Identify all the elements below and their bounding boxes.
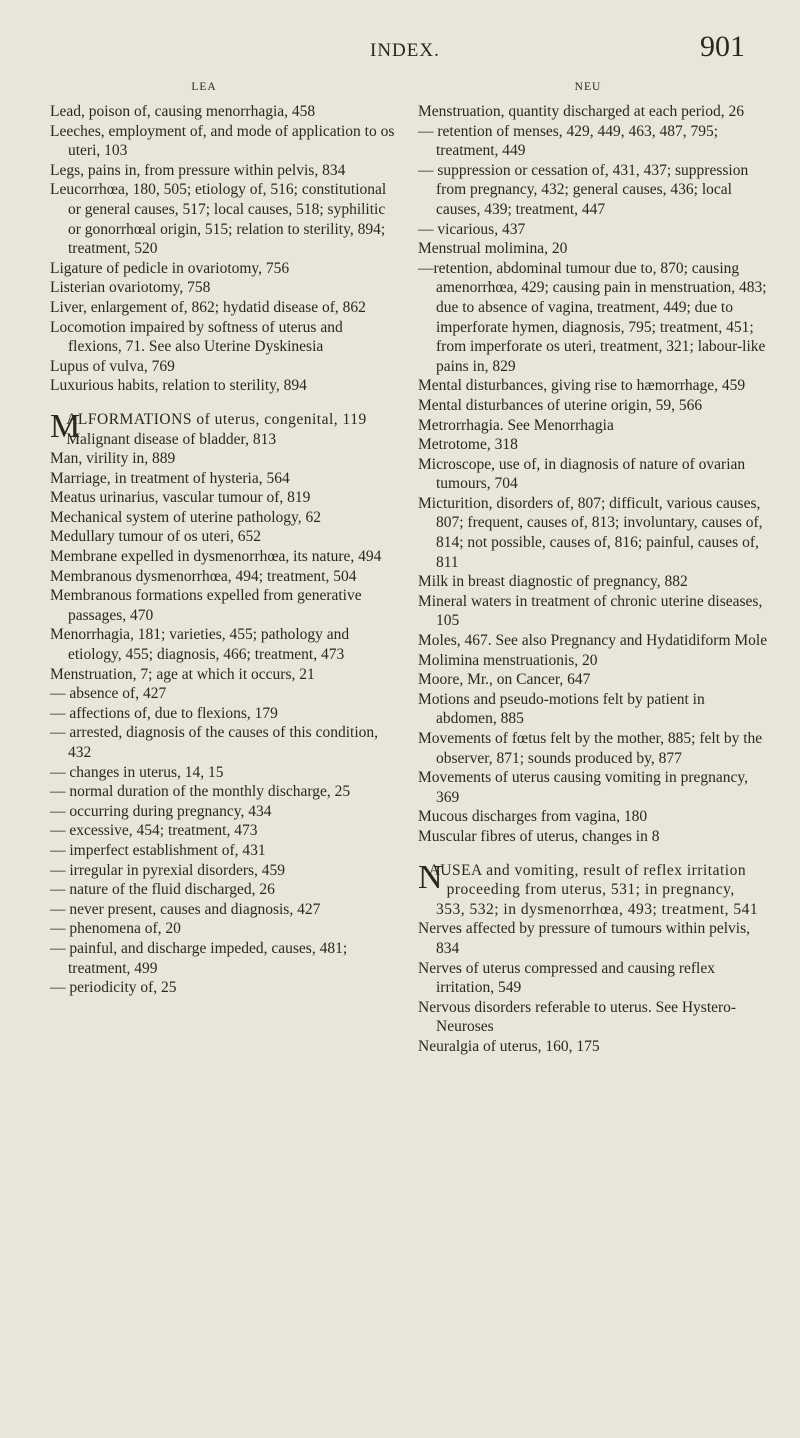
index-entry: Movements of uterus causing vomiting in pregnancy, 369 — [418, 769, 749, 806]
running-head — [0, 30, 800, 70]
index-entry: — imperfect establishment of, 431 — [50, 841, 266, 859]
index-entry: Nervous disorders referable to uterus. See Hystero-Neuroses — [418, 998, 737, 1036]
right-column — [418, 78, 768, 1057]
index-entry: — periodicity of, 25 — [50, 979, 177, 997]
index-entry: — excessive, 454; treatment, 473 — [50, 822, 258, 840]
index-entry: Menstruation, 7; age at which it occurs, 21 — [50, 665, 315, 683]
section-m-first-entry: ALFORMATIONS of uterus, congenital, 119 — [66, 410, 367, 428]
index-entry: Moore, Mr., on Cancer, 647 — [418, 671, 591, 689]
right-entries-n — [418, 919, 768, 1056]
index-entry: Membrane expelled in dysmenorrhœa, its nature, 494 — [50, 548, 382, 566]
index-entry: — suppression or cessation of, 431, 437; suppression from pregnancy, 432; general causes, 436; local causes, 439; treatment, 447 — [418, 161, 749, 218]
section-n — [418, 858, 768, 920]
index-entry: Metrorrhagia. See Menorrhagia — [418, 416, 614, 434]
index-entry: — normal duration of the monthly discharge, 25 — [50, 783, 351, 801]
dropcap-n: N — [418, 858, 443, 896]
left-column — [50, 78, 398, 998]
index-entry: — arrested, diagnosis of the causes of this condition, 432 — [50, 724, 379, 761]
index-entry: Legs, pains in, from pressure within pelvis, 834 — [50, 161, 346, 179]
index-entry: — never present, causes and diagnosis, 427 — [50, 900, 321, 918]
right-entries-m — [418, 102, 768, 847]
index-entry: — vicarious, 437 — [418, 220, 526, 238]
index-entry: Menstruation, quantity discharged at each period, 26 — [418, 103, 744, 120]
index-entry: Mineral waters in treatment of chronic uterine diseases, 105 — [418, 592, 763, 630]
index-entry: Menorrhagia, 181; varieties, 455; pathology and etiology, 455; diagnosis, 466; treatment, 473 — [50, 626, 350, 664]
index-entry: — occurring during pregnancy, 434 — [50, 802, 272, 820]
index-entry: Marriage, in treatment of hysteria, 564 — [50, 469, 290, 487]
index-entry: Motions and pseudo-motions felt by patient in abdomen, 885 — [418, 690, 705, 728]
index-entry: — nature of the fluid discharged, 26 — [50, 881, 275, 899]
index-entry: Moles, 467. See also Pregnancy and Hydatidiform Mole — [418, 632, 768, 650]
index-entry: Listerian ovariotomy, 758 — [50, 279, 211, 297]
index-entry: Malignant disease of bladder, 813 — [66, 430, 277, 448]
index-entry: Milk in breast diagnostic of pregnancy, 882 — [418, 573, 688, 591]
index-entry: Leeches, employment of, and mode of application to os uteri, 103 — [50, 122, 395, 160]
index-entry: Man, virility in, 889 — [50, 450, 176, 468]
index-entry: Muscular fibres of uterus, changes in 8 — [418, 827, 660, 845]
index-entry: — painful, and discharge impeded, causes, 481; treatment, 499 — [50, 939, 348, 977]
left-entries-m — [50, 430, 398, 998]
index-entry: Ligature of pedicle in ovariotomy, 756 — [50, 259, 290, 277]
section-n-first-entry: AUSEA and vomiting, result of reflex irritation proceeding from uterus, 531; in pregnancy, 353, 532; in dysmenorrhœa, 493; treatment, 541 — [428, 861, 759, 918]
index-entry: Mechanical system of uterine pathology, 62 — [50, 508, 322, 526]
index-entry: Lead, poison of, causing menorrhagia, 458 — [50, 103, 316, 120]
index-entry: Locomotion impaired by softness of uterus and flexions, 71. See also Uterine Dyskinesia — [50, 318, 343, 356]
index-entry: Membranous formations expelled from generative passages, 470 — [50, 587, 362, 624]
catchword-right: NEU — [574, 81, 602, 93]
index-entry: Movements of fœtus felt by the mother, 885; felt by the observer, 871; sounds produced by, 877 — [418, 730, 763, 767]
index-entry: Medullary tumour of os uteri, 652 — [50, 528, 261, 546]
index-entry: Metrotome, 318 — [418, 436, 518, 454]
index-entry: Mental disturbances of uterine origin, 59, 566 — [418, 396, 703, 414]
index-entry: — changes in uterus, 14, 15 — [50, 763, 224, 781]
index-entry: Luxurious habits, relation to sterility, 894 — [50, 377, 307, 395]
index-entry: — retention of menses, 429, 449, 463, 487, 795; treatment, 449 — [418, 122, 719, 160]
catchword-left: LEA — [191, 81, 217, 93]
index-entry: Molimina menstruationis, 20 — [418, 651, 598, 669]
index-entry: Neuralgia of uterus, 160, 175 — [418, 1037, 600, 1055]
left-entries-l — [50, 102, 398, 396]
index-entry: Nerves of uterus compressed and causing reflex irritation, 549 — [418, 959, 715, 997]
index-entry: Micturition, disorders of, 807; difficult, various causes, 807; frequent, causes of, 813; involuntary, causes of, 814; not possible, causes of, 816; painful, causes of, 811 — [418, 494, 763, 571]
index-entry: — absence of, 427 — [50, 685, 167, 703]
index-entry: Microscope, use of, in diagnosis of nature of ovarian tumours, 704 — [418, 455, 746, 493]
index-entry: Liver, enlargement of, 862; hydatid disease of, 862 — [50, 298, 366, 316]
index-entry: Mental disturbances, giving rise to hæmorrhage, 459 — [418, 377, 746, 395]
index-entry: Leucorrhœa, 180, 505; etiology of, 516; constitutional or general causes, 517; local causes, 518; syphilitic or gonorrhœal origin, 515; relation to sterility, 894; treatment, 520 — [50, 181, 387, 258]
index-entry: Membranous dysmenorrhœa, 494; treatment, 504 — [50, 567, 357, 585]
index-entry: Lupus of vulva, 769 — [50, 357, 175, 375]
index-entry: — irregular in pyrexial disorders, 459 — [50, 861, 286, 879]
index-entry: — affections of, due to flexions, 179 — [50, 704, 278, 722]
index-entry: Meatus urinarius, vascular tumour of, 819 — [50, 489, 311, 507]
index-entry: — phenomena of, 20 — [50, 920, 181, 938]
running-title: INDEX. — [370, 40, 440, 61]
dropcap-m: M — [50, 407, 81, 445]
index-entry: Mucous discharges from vagina, 180 — [418, 808, 648, 826]
page-number: 901 — [700, 30, 745, 63]
index-entry: —retention, abdominal tumour due to, 870; causing amenorrhœa, 429; causing pain in menstruation, 483; due to absence of vagina, treatment, 449; due to imperforate hymen, diagnosis, 795; treatment, 451; from imperforate os uteri, treatment, 321; labour-like pains in, 829 — [418, 259, 767, 375]
index-entry: Nerves affected by pressure of tumours within pelvis, 834 — [418, 920, 751, 957]
index-entry: Menstrual molimina, 20 — [418, 240, 568, 258]
